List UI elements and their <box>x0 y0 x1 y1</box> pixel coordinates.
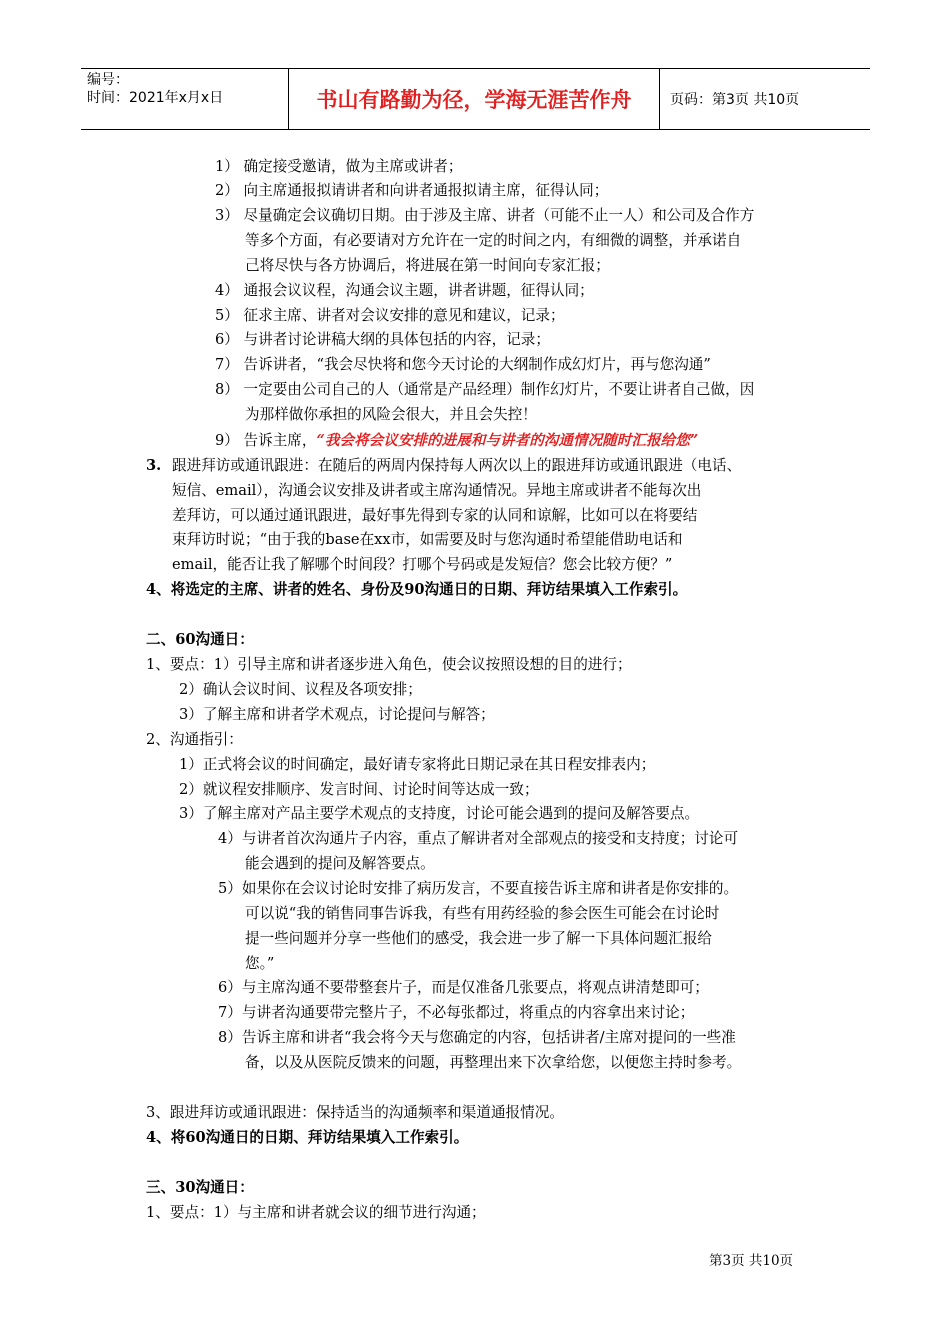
text-line: 4）与讲者首次沟通片子内容，重点了解讲者对全部观点的接受和支持度；讨论可 <box>218 830 739 847</box>
text-line: 等多个方面，有必要请对方允许在一定的时间之内，有细微的调整，并承诺自 <box>245 232 742 249</box>
header-motto: 书山有路勤为径，学海无涯苦作舟 <box>289 69 660 129</box>
text-line: 跟进拜访或通讯跟进：在随后的两周内保持每人两次以上的跟进拜访或通讯跟进（电话、 <box>172 457 742 474</box>
text-line: 提一些问题并分享一些他们的感受，我会进一步了解一下具体问题汇报给 <box>245 930 713 947</box>
text-line: 差拜访，可以通过通讯跟进，最好事先得到专家的认同和谅解，比如可以在将要结 <box>172 507 698 524</box>
text-line: 7）与讲者沟通要带完整片子，不必每张都过，将重点的内容拿出来讨论； <box>218 1004 695 1021</box>
text-line <box>215 431 698 451</box>
text-line: 短信、email），沟通会议安排及讲者或主席沟通情况。异地主席或讲者不能每次出 <box>172 482 702 499</box>
text-line-bold: 4、将60沟通日的日期、拜访结果填入工作索引。 <box>146 1129 469 1146</box>
text-line: 5）如果你在会议讨论时安排了病历发言，不要直接告诉主席和讲者是你安排的。 <box>218 880 739 897</box>
text-line: 3）了解主席对产品主要学术观点的支持度，讨论可能会遇到的提问及解答要点。 <box>179 805 700 822</box>
text-line: 束拜访时说；“由于我的base在xx市，如需要及时与您沟通时希望能借助电话和 <box>172 531 683 548</box>
text-line: 8）告诉主席和讲者“我会将今天与您确定的内容，包括讲者/主席对提问的一些准 <box>218 1029 736 1046</box>
text-segment: 9） 告诉主席， <box>215 432 317 449</box>
text-line: 1、要点：1）引导主席和讲者逐步进入角色，使会议按照设想的目的进行； <box>146 656 632 673</box>
page-header <box>81 68 870 130</box>
text-line: 6）与主席沟通不要带整套片子，而是仅准备几张要点，将观点讲清楚即可； <box>218 979 709 996</box>
text-line: email，能否让我了解哪个时间段？打哪个号码或是发短信？您会比较方便？” <box>172 556 673 573</box>
text-line: 1、要点：1）与主席和讲者就会议的细节进行沟通； <box>146 1204 486 1221</box>
section-heading: 二、60沟通日： <box>146 631 254 648</box>
text-line: 备，以及从医院反馈来的问题，再整理出来下次拿给您，以便您主持时参考。 <box>245 1054 742 1071</box>
text-line: 6） 与讲者讨论讲稿大纲的具体包括的内容，记录； <box>215 331 550 348</box>
text-line: 1） 确定接受邀请，做为主席或讲者； <box>215 158 463 175</box>
text-line: 2）就议程安排顺序、发言时间、讨论时间等达成一致； <box>179 781 539 798</box>
text-line: 能会遇到的提问及解答要点。 <box>245 855 435 872</box>
header-page-label: 页码：第3页 共10页 <box>670 92 800 108</box>
date-label: 时间：2021年x月x日 <box>87 90 224 106</box>
text-line: 5） 征求主席、讲者对会议安排的意见和建议，记录； <box>215 307 565 324</box>
text-line: 8） 一定要由公司自己的人（通常是产品经理）制作幻灯片，不要让讲者自己做，因 <box>215 381 755 398</box>
item-number: 3. <box>146 457 162 474</box>
text-line: 7） 告诉讲者，“我会尽快将和您今天讨论的大纲制作成幻灯片，再与您沟通” <box>215 356 711 373</box>
text-line: 己将尽快与各方协调后，将进展在第一时间向专家汇报； <box>245 257 610 274</box>
text-line: 2、沟通指引： <box>146 731 243 748</box>
text-line: 3）了解主席和讲者学术观点，讨论提问与解答； <box>179 706 495 723</box>
header-meta <box>81 69 289 129</box>
text-line: 2）确认会议时间、议程及各项安排； <box>179 681 422 698</box>
text-line-bold: 4、将选定的主席、讲者的姓名、身份及90沟通日的日期、拜访结果填入工作索引。 <box>146 581 688 598</box>
text-line: 1）正式将会议的时间确定，最好请专家将此日期记录在其日程安排表内； <box>179 756 656 773</box>
number-label: 编号： <box>87 72 129 88</box>
text-line: 可以说“我的销售同事告诉我，有些有用药经验的参会医生可能会在讨论时 <box>245 905 720 922</box>
text-line: 3、跟进拜访或通讯跟进：保持适当的沟通频率和渠道通报情况。 <box>146 1104 564 1121</box>
text-line: 4） 通报会议议程，沟通会议主题，讲者讲题，征得认同； <box>215 282 594 299</box>
text-line: 您。” <box>245 955 275 972</box>
text-line: 3） 尽量确定会议确切日期。由于涉及主席、讲者（可能不止一人）和公司及合作方 <box>215 207 755 224</box>
section-heading: 三、30沟通日： <box>146 1179 254 1196</box>
page-footer: 第3页 共10页 <box>709 1253 794 1269</box>
text-line: 为那样做你承担的风险会很大，并且会失控！ <box>245 406 537 423</box>
emphasis-quote: “我会将会议安排的进展和与讲者的沟通情况随时汇报给您” <box>316 432 699 449</box>
text-line: 2） 向主席通报拟请讲者和向讲者通报拟请主席，征得认同； <box>215 182 609 199</box>
